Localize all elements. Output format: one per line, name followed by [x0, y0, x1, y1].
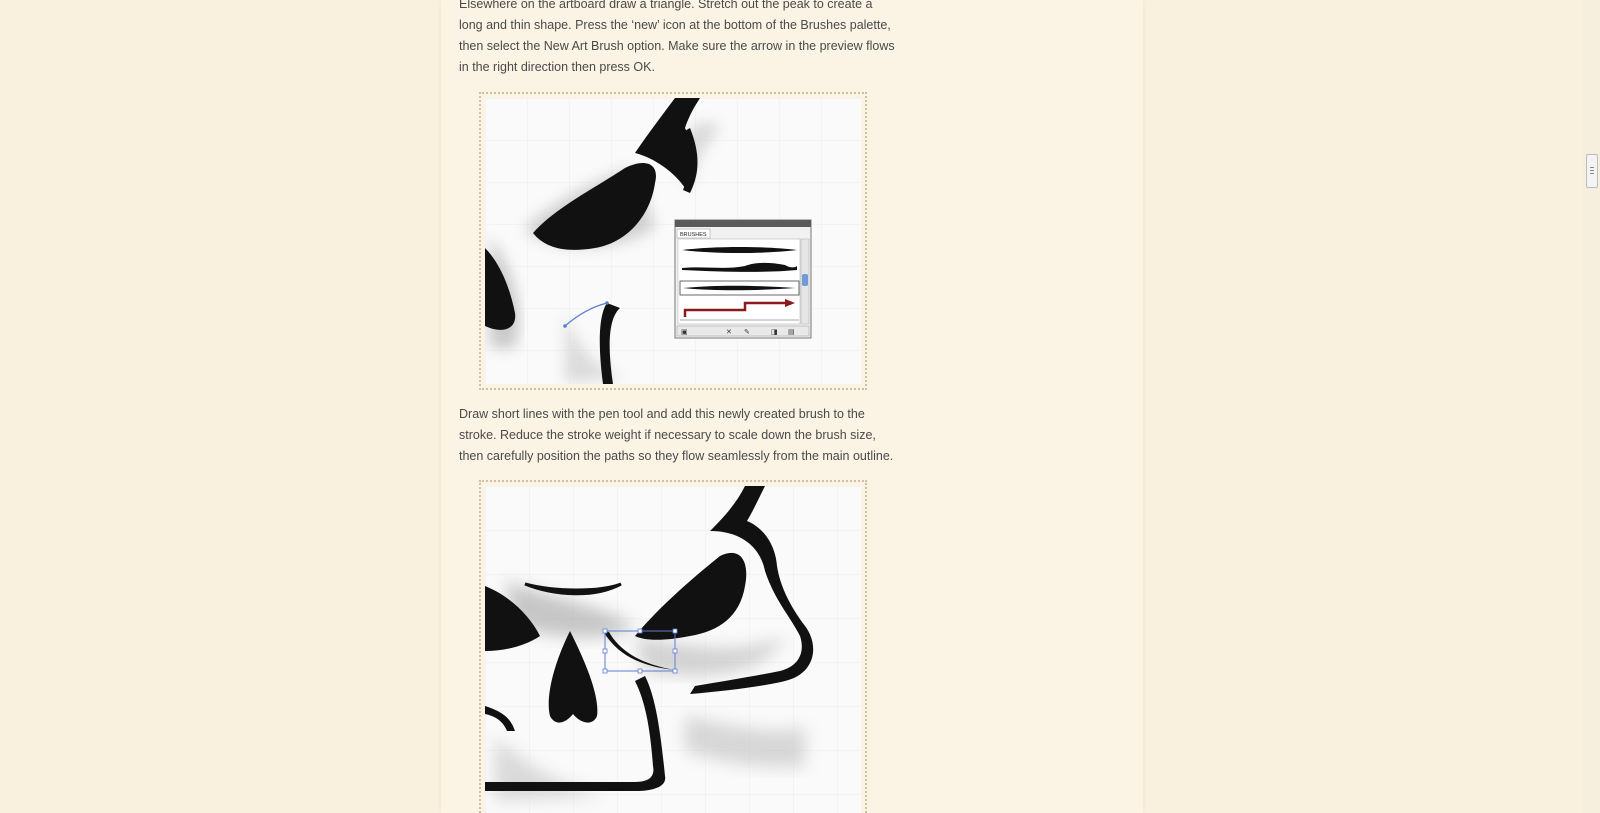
- brushes-palette: [675, 220, 811, 338]
- skull-eyes-illustration: [485, 486, 861, 813]
- brushes-panel-title: BRUSHES: [680, 232, 707, 238]
- article-figure-1: [479, 92, 867, 390]
- skull-brushes-illustration: [485, 98, 861, 384]
- article-paragraph-1: Elsewhere on the artboard draw a triangle. Stretch out the peak to create a long and thin shape. Press the ‘new’ icon at the bottom of the Brushes palette, then select the New Art Brush option. Make sure the arrow in the preview flows in the right direction then press OK.: [459, 0, 895, 74]
- scroll-grip-icon: [1590, 170, 1594, 171]
- scrollbar-thumb[interactable]: [1586, 154, 1598, 188]
- delete-brush-icon: ▤: [788, 329, 795, 336]
- scroll-grip-icon: [1590, 167, 1594, 168]
- new-brush-icon: ◨: [771, 329, 778, 336]
- scroll-grip-icon: [1590, 173, 1594, 174]
- article-figure-2: [479, 480, 867, 813]
- article-paragraph-2: Draw short lines with the pen tool and add this newly created brush to the stroke. Reduce the stroke weight if necessary to scale down the brush size, then carefully position the paths so they flow seamlessly from the main outline.: [459, 407, 894, 463]
- remove-stroke-icon: ✕: [726, 329, 732, 336]
- options-icon: ✎: [744, 329, 750, 336]
- page-scrollbar[interactable]: [1583, 0, 1600, 813]
- brush-libraries-icon: ▣: [681, 329, 688, 336]
